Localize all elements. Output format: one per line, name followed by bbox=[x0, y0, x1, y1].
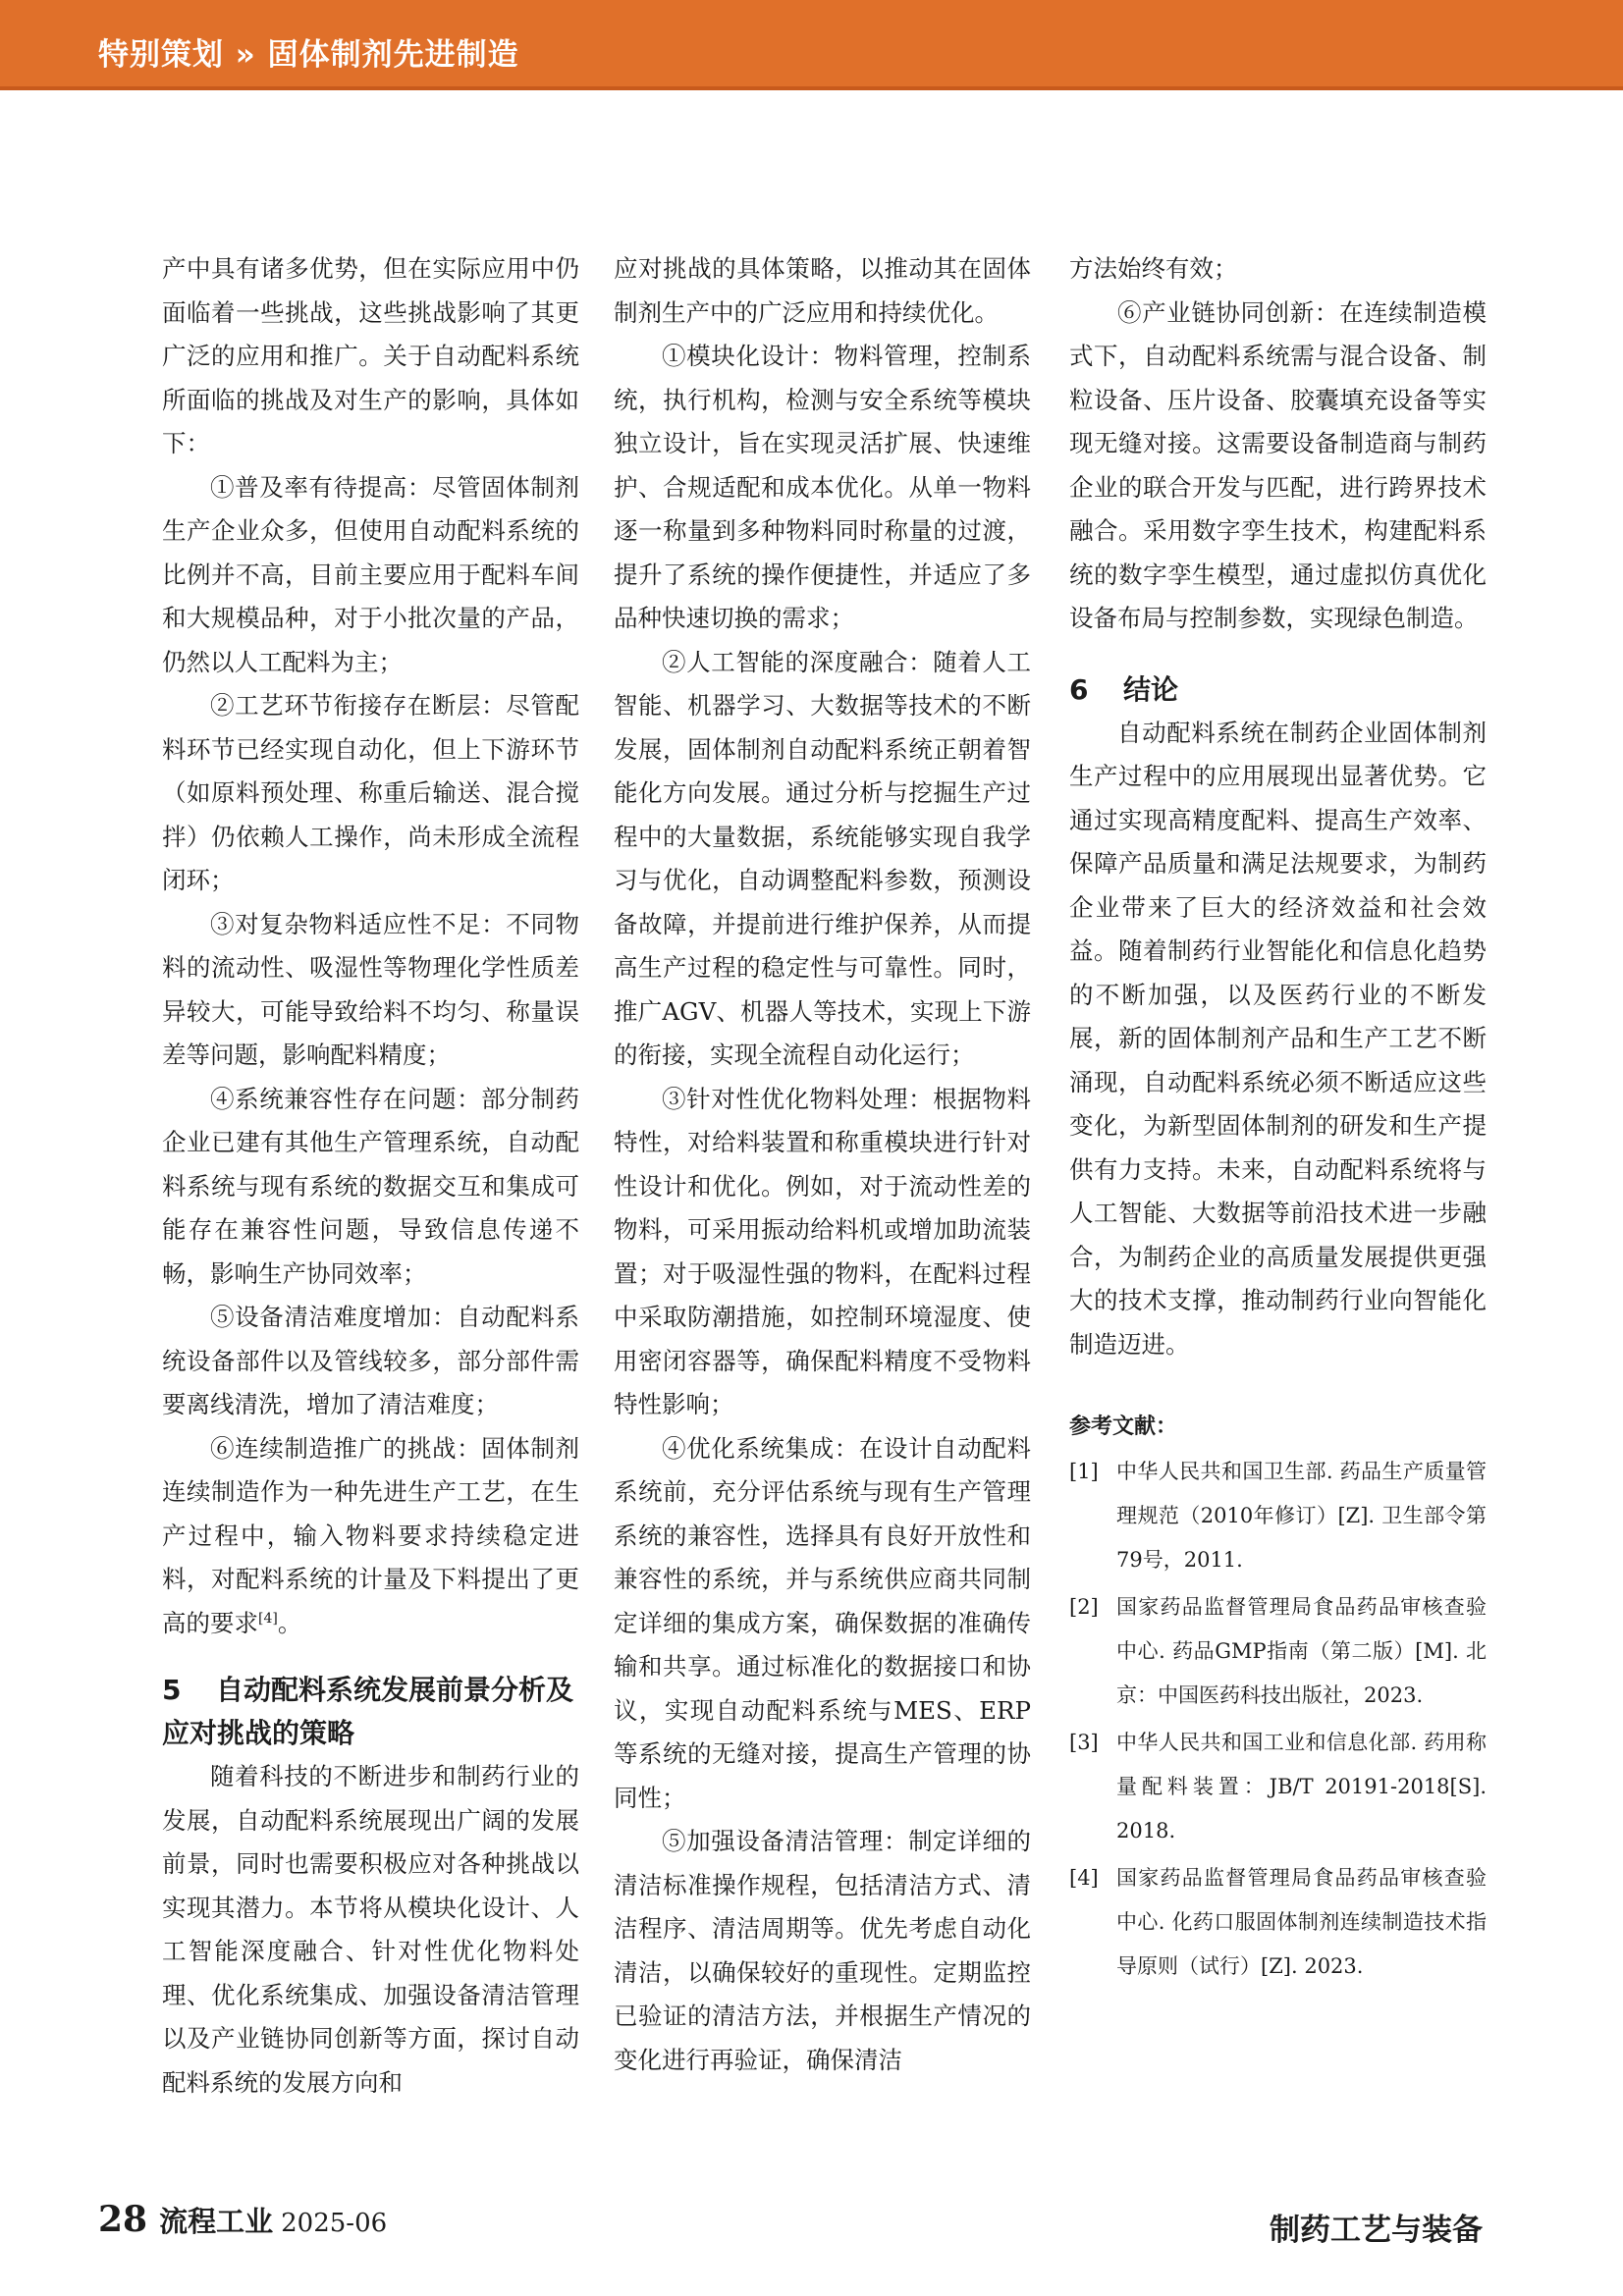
paragraph: 自动配料系统在制药企业固体制剂生产过程中的应用展现出显著优势。它通过实现高精度配料、提高生产效率、保障产品质量和满足法规要求，为制药企业带来了巨大的经济效益和社会效益。随着制药行业智能化和信息化趋势的不断加强，以及医药行业的不断发展，新的固体制剂产品和生产工艺不断涌现，自动配料系统必须不断适应这些变化，为新型固体制剂的研发和生产提供有力支持。未来，自动配料系统将与人工智能、大数据等前沿技术进一步融合，为制药企业的高质量发展提供更强大的技术支撑，推动制药行业向智能化制造迈进。 bbox=[1069, 718, 1487, 1359]
paragraph-end: 。 bbox=[277, 1608, 302, 1637]
reference-item bbox=[1069, 1856, 1487, 1989]
citation-marker: [4] bbox=[258, 1610, 278, 1627]
journal-name: 流程工业 bbox=[159, 2205, 274, 2238]
paragraph: 应对挑战的具体策略，以推动其在固体制剂生产中的广泛应用和持续优化。 bbox=[614, 254, 1031, 327]
paragraph bbox=[162, 1427, 579, 1646]
reference-number: [2] bbox=[1069, 1595, 1099, 1619]
section-header-bar bbox=[0, 0, 1623, 90]
text-column-2 bbox=[614, 247, 1031, 2082]
paragraph: ①模块化设计：物料管理，控制系统，执行机构，检测与安全系统等模块独立设计，旨在实现灵活扩展、快速维护、合规适配和成本优化。从单一物料逐一称量到多种物料同时称量的过渡，提升了系统的操作便捷性，并适应了多品种快速切换的需求； bbox=[614, 342, 1031, 632]
section-title: 自动配料系统发展前景分析及应对挑战的策略 bbox=[162, 1674, 574, 1749]
reference-item bbox=[1069, 1585, 1487, 1718]
paragraph: ④系统兼容性存在问题：部分制药企业已建有其他生产管理系统，自动配料系统与现有系统的数据交互和集成可能存在兼容性问题，导致信息传递不畅，影响生产协同效率； bbox=[162, 1084, 579, 1288]
paragraph: 产中具有诸多优势，但在实际应用中仍面临着一些挑战，这些挑战影响了其更广泛的应用和推广。关于自动配料系统所面临的挑战及对生产的影响，具体如下： bbox=[162, 254, 579, 457]
paragraph: ⑤加强设备清洁管理：制定详细的清洁标准操作规程，包括清洁方式、清洁程序、清洁周期等。优先考虑自动化清洁，以确保较好的重现性。定期监控已验证的清洁方法，并根据生产情况的变化进行再验证，确保清洁 bbox=[614, 1827, 1031, 2074]
paragraph: ③针对性优化物料处理：根据物料特性，对给料装置和称重模块进行针对性设计和优化。例如，对于流动性差的物料，可采用振动给料机或增加助流装置；对于吸湿性强的物料，在配料过程中采取防潮措施，如控制环境湿度、使用密闭容器等，确保配料精度不受物料特性影响； bbox=[614, 1084, 1031, 1418]
section-heading-6 bbox=[1069, 668, 1487, 712]
section-number: 5 bbox=[162, 1674, 182, 1706]
paragraph: ⑥产业链协同创新：在连续制造模式下，自动配料系统需与混合设备、制粒设备、压片设备、胶囊填充设备等实现无缝对接。这需要设备制造商与制药企业的联合开发与匹配，进行跨界技术融合。采用数字孪生技术，构建配料系统的数字孪生模型，通过虚拟仿真优化设备布局与控制参数，实现绿色制造。 bbox=[1069, 297, 1487, 632]
footer-section-name: 制药工艺与装备 bbox=[1270, 2213, 1483, 2248]
reference-text: 国家药品监督管理局食品药品审核查验中心. 化药口服固体制剂连续制造技术指导原则（试行）[Z]. 2023. bbox=[1116, 1866, 1487, 1978]
references-heading: 参考文献： bbox=[1069, 1415, 1178, 1439]
reference-text: 中华人民共和国工业和信息化部. 药用称量配料装置：JB/T 20191-2018[S]. 2018. bbox=[1116, 1731, 1487, 1842]
reference-number: [4] bbox=[1069, 1866, 1099, 1890]
paragraph: 方法始终有效； bbox=[1069, 254, 1238, 283]
paragraph: 随着科技的不断进步和制药行业的发展，自动配料系统展现出广阔的发展前景，同时也需要积极应对各种挑战以实现其潜力。本节将从模块化设计、人工智能深度融合、针对性优化物料处理、优化系统集成、加强设备清洁管理以及产业链协同创新等方面，探讨自动配料系统的发展方向和 bbox=[162, 1762, 579, 2097]
paragraph: ⑤设备清洁难度增加：自动配料系统设备部件以及管线较多，部分部件需要离线清洗，增加了清洁难度； bbox=[162, 1303, 579, 1418]
reference-item bbox=[1069, 1721, 1487, 1853]
section-heading-5 bbox=[162, 1669, 579, 1755]
section-number: 6 bbox=[1069, 672, 1089, 706]
reference-number: [1] bbox=[1069, 1460, 1099, 1483]
page-number: 28 bbox=[98, 2199, 148, 2240]
page-footer bbox=[98, 2199, 387, 2240]
reference-text: 国家药品监督管理局食品药品审核查验中心. 药品GMP指南（第二版）[M]. 北京：中国医药科技出版社，2023. bbox=[1116, 1595, 1487, 1707]
reference-text: 中华人民共和国卫生部. 药品生产质量管理规范（2010年修订）[Z]. 卫生部令第79号，2011. bbox=[1116, 1460, 1487, 1572]
paragraph: ④优化系统集成：在设计自动配料系统前，充分评估系统与现有生产管理系统的兼容性，选择具有良好开放性和兼容性的系统，并与系统供应商共同制定详细的集成方案，确保数据的准确传输和共享。通过标准化的数据接口和协议，实现自动配料系统与MES、ERP等系统的无缝对接，提高生产管理的协同性； bbox=[614, 1433, 1031, 1812]
issue-date: 2025-06 bbox=[281, 2209, 388, 2238]
section-title: 结论 bbox=[1123, 672, 1179, 706]
reference-number: [3] bbox=[1069, 1731, 1099, 1754]
paragraph: ①普及率有待提高：尽管固体制剂生产企业众多，但使用自动配料系统的比例并不高，目前主要应用于配料车间和大规模品种，对于小批次量的产品，仍然以人工配料为主； bbox=[162, 472, 579, 676]
paragraph-text: ⑥连续制造推广的挑战：固体制剂连续制造作为一种先进生产工艺，在生产过程中，输入物料要求持续稳定进料，对配料系统的计量及下料提出了更高的要求 bbox=[162, 1433, 579, 1637]
section-header-title: 特别策划 » 固体制剂先进制造 bbox=[98, 37, 519, 73]
paragraph: ③对复杂物料适应性不足：不同物料的流动性、吸湿性等物理化学性质差异较大，可能导致给料不均匀、称量误差等问题，影响配料精度； bbox=[162, 909, 579, 1069]
paragraph: ②工艺环节衔接存在断层：尽管配料环节已经实现自动化，但上下游环节（如原料预处理、称重后输送、混合搅拌）仍依赖人工操作，尚未形成全流程闭环； bbox=[162, 691, 579, 894]
paragraph: ②人工智能的深度融合：随着人工智能、机器学习、大数据等技术的不断发展，固体制剂自动配料系统正朝着智能化方向发展。通过分析与挖掘生产过程中的大量数据，系统能够实现自我学习与优化，自动调整配料参数，预测设备故障，并提前进行维护保养，从而提高生产过程的稳定性与可靠性。同时，推广AGV、机器人等技术，实现上下游的衔接，实现全流程自动化运行； bbox=[614, 647, 1031, 1069]
reference-item bbox=[1069, 1450, 1487, 1582]
text-column-1 bbox=[162, 247, 579, 2105]
text-column-3 bbox=[1069, 247, 1487, 1992]
